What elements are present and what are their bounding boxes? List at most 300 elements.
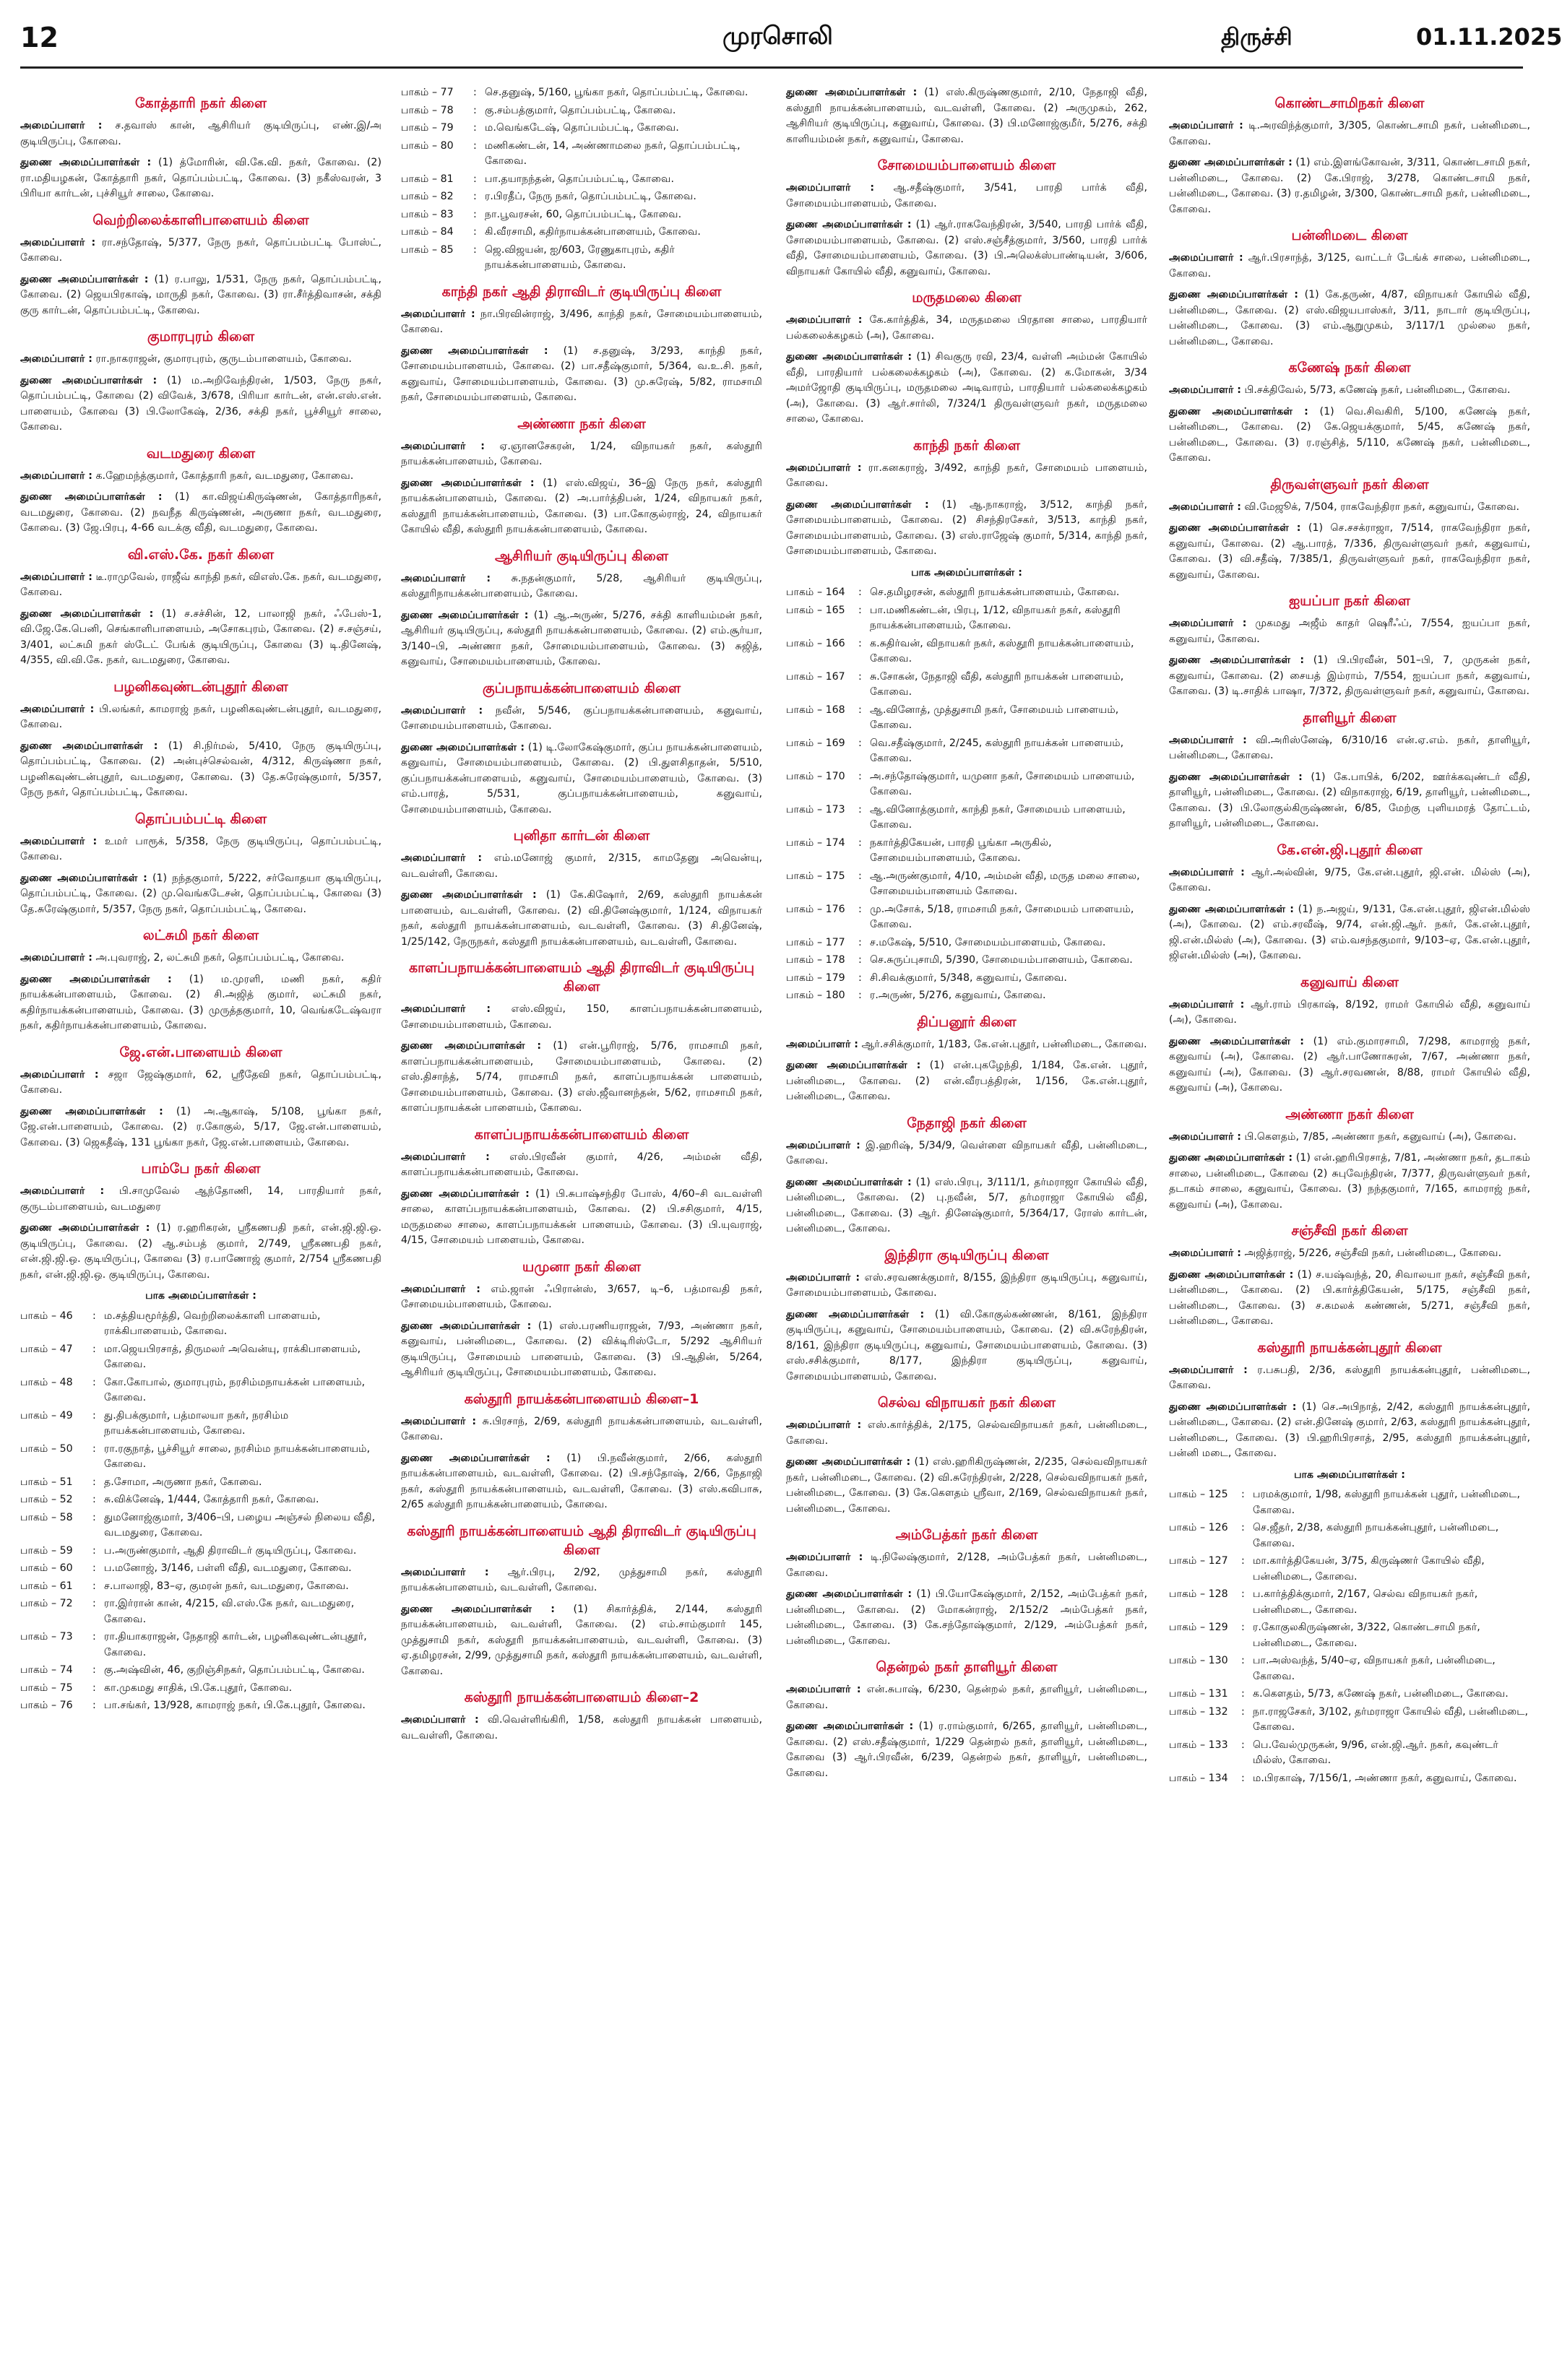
separator: :: [92, 1682, 96, 1694]
role-label: துணை அமைப்பாளர்கள் :: [401, 741, 525, 753]
edition-name: திருச்சி: [1221, 23, 1293, 51]
member-entry: துணை அமைப்பாளர்கள் : (1) எஸ்.கிருஷ்ணகுமார், 2/10, நேதாஜி வீதி, கஸ்தூரி நாயக்கன்பாளையம், வடவள்ளி, கோவை. (2) அருமுகம், 262, ஆசிரியர் குடியிருப்பு, கனுவாய், கோவை. (3) பி.மனோஜ்குமீர், 5/276, சக்தி காளியம்மன் நகர், கனுவாய், கோவை.: [786, 87, 1148, 145]
list-item: [786, 953, 1147, 969]
separator: :: [473, 173, 477, 185]
member-entry: துணை அமைப்பாளர்கள் : (1) எஸ்.ஹரிகிருஷ்ணன், 2/235, செல்வவிநாயகர் நகர், பன்னிமடை, கோவை. (2) வி.சுரேந்திரன், 2/228, செல்வவிநாயகர் நகர், பன்னிமடை, கோவை. (3) கே.கௌதம் ஸ்ரீவா, 2/169, செல்வவிநாயகர் நகர், பன்னிமடை, கோவை.: [786, 1456, 1148, 1515]
list-item: [401, 172, 762, 188]
list-item: [401, 189, 762, 205]
organiser-details: மா.கார்த்திகேயன், 3/75, கிருஷ்ணர் கோயில் வீதி, பன்னிமடை, கோவை.: [1253, 1555, 1485, 1583]
organiser-details: க.கௌதம், 5/73, கணேஷ் நகர், பன்னிமடை, கோவை.: [1253, 1688, 1509, 1700]
part-number: பாகம் – 129: [1169, 1622, 1228, 1633]
role-label: துணை அமைப்பாளர்கள் :: [786, 1176, 912, 1188]
section-subheading: பாக அமைப்பாளர்கள் :: [145, 1290, 256, 1302]
branch-heading: அண்ணா நகர் கிளை: [517, 415, 646, 432]
role-label: துணை அமைப்பாளர்கள் :: [1169, 654, 1304, 666]
organiser-details: பா.மணிகண்டன், பிரபு, 1/12, விநாயகர் நகர், கஸ்தூரி நாயக்கன்பாளையம், கோவை.: [870, 604, 1121, 631]
separator: :: [858, 637, 862, 649]
member-entry: அமைப்பாளர் : முகமது அஜீம் காதர் ஷெரீஃப், 7/554, ஐயப்பா நகர், கனுவாய், கோவை.: [1169, 618, 1530, 645]
role-label: அமைப்பாளர் :: [1169, 734, 1247, 746]
part-number: பாகம் – 50: [20, 1442, 73, 1455]
organiser-details: ஜெ.விஜயன், ஐ/603, ரேணுகாபுரம், கதிர் நாயக்கன்பாளையம், கோவை.: [485, 243, 675, 271]
separator: :: [1241, 1489, 1245, 1500]
member-entry: அமைப்பாளர் : உமர் பாரூக், 5/358, நேரு குடியிருப்பு, தொப்பம்பட்டி, கோவை.: [20, 835, 381, 862]
separator: :: [473, 139, 477, 152]
role-label: அமைப்பாளர் :: [401, 1415, 477, 1427]
part-number: பாகம் – 134: [1169, 1772, 1228, 1784]
branch-heading: ஐயப்பா நகர் கிளை: [1289, 593, 1410, 609]
organiser-details: செ.தனுஷ், 5/160, பூங்கா நகர், தொப்பம்பட்டி, கோவை.: [485, 87, 748, 98]
role-label: துணை அமைப்பாளர்கள் :: [401, 345, 548, 357]
member-entry: அமைப்பாளர் : என்.சுபாஷ், 6/230, தென்றல் நகர், தாளியூர், பன்னிமடை, கோவை.: [786, 1684, 1147, 1711]
organiser-details: ரா.ரகுநாத், பூச்சியூர் சாலை, நரசிம்ம நாயக்கன்பாளையம், கோவை.: [104, 1442, 371, 1470]
member-entry: அமைப்பாளர் : ஆ.சதீஷ்குமார், 3/541, பாரதி பார்க் வீதி, சோமையம்பாளையம், கோவை.: [786, 182, 1147, 209]
organiser-details: வெ.சதீஷ்குமார், 2/245, கஸ்தூரி நாயக்கன் பாளையம், கோவை.: [870, 737, 1124, 764]
branch-heading: அண்ணா நகர் கிளை: [1285, 1106, 1414, 1122]
list-item: [401, 139, 762, 170]
role-label: அமைப்பாளர் :: [786, 1419, 862, 1431]
organiser-details: துமனோஜ்குமார், 3/406–பி, பழைய அஞ்சல் நிலைய வீதி, வடமதுரை, கோவை.: [104, 1511, 376, 1539]
organiser-details: நா.ராஜசேகர், 3/102, தர்மராஜா கோயில் வீதி, பன்னிமடை, கோவை.: [1253, 1705, 1529, 1733]
separator: :: [1241, 1622, 1245, 1633]
part-number: பாகம் – 173: [786, 803, 845, 815]
role-label: அமைப்பாளர் :: [786, 1552, 863, 1563]
member-entry: அமைப்பாளர் : சஜா ஜேஷ்குமார், 62, ஸ்ரீதேவி நகர், தொப்பம்பட்டி, கோவை.: [20, 1068, 381, 1096]
part-number: பாகம் – 168: [786, 704, 845, 716]
member-entry: துணை அமைப்பாளர்கள் : (1) எஸ்.பிரபு, 3/111/1, தர்மராஜா கோயில் வீதி, பன்னிமடை, கோவை. (2) பு.நவீன், 5/7, தர்மராஜா கோயில் வீதி, பன்னிமடை, கோவை. (3) ஆர். தினேஷ்குமார், 5/364/17, ரோஸ் கார்டன், பன்னிமடை, கோவை.: [786, 1176, 1147, 1234]
member-entry: துணை அமைப்பாளர்கள் : (1) என்.பூரிராஜ், 5/76, ராமசாமி நகர், காளப்பநாயக்கன்பாளையம், சோமையம்பாளையம், கோவை. (2) எஸ்.திசாந்த், 5/74, ராமசாமி நகர், காளப்பநாயக்கன் பாளையம், சோமையம்பாளையம், கோவை. (3) எஸ்.ஜீவானந்தன், 5/62, ராமசாமி நகர், காளப்பநாயக்கன் பாளையம், கோவை.: [401, 1040, 762, 1114]
list-item: [786, 603, 1147, 634]
organiser-details: கு.சம்பத்குமார், தொப்பம்பட்டி, கோவை.: [485, 104, 676, 116]
organiser-details: ரா.இர்ரான் கான், 4/215, வி.எஸ்.கே நகர், வடமதுரை, கோவை.: [104, 1598, 355, 1625]
part-organisers-list: [1169, 1487, 1530, 1786]
separator: :: [858, 803, 862, 815]
part-number: பாகம் – 176: [786, 903, 845, 915]
organiser-details: ம.வெங்கடேஷ், தொப்பம்பட்டி, கோவை.: [485, 122, 679, 134]
organiser-details: நா.பூவரசன், 60, தொப்பம்பட்டி, கோவை.: [485, 208, 682, 220]
part-number: பாகம் – 59: [20, 1544, 73, 1557]
organiser-details: கி.வீரசாமி, கதிர்நாயக்கன்பாளையம், கோவை.: [485, 226, 701, 238]
member-entry: அமைப்பாளர் : சு.பிரசாந், 2/69, கஸ்தூரி நாயக்கன்பாளையம், வடவள்ளி, கோவை.: [401, 1415, 762, 1442]
role-label: துணை அமைப்பாளர்கள் :: [401, 609, 529, 621]
role-label: அமைப்பாளர் :: [1169, 998, 1245, 1011]
list-item: [401, 207, 762, 223]
masthead-rule: [20, 66, 1523, 69]
branch-heading: நேதாஜி நகர் கிளை: [907, 1115, 1027, 1131]
column-2: [401, 85, 762, 2360]
separator: :: [858, 954, 862, 966]
part-number: பாகம் – 60: [20, 1562, 73, 1574]
list-item: [786, 736, 1147, 767]
separator: :: [92, 1511, 96, 1523]
list-item: [786, 769, 1147, 800]
member-entry: துணை அமைப்பாளர்கள் : (1) ச.சச்சின், 12, பாலாஜி நகர், ஃபேஸ்-1, வி.ஜே.கே.பெனி, செங்காளிபாளையம், அசோகபுரம், கோவை. (2) ச.சஞ்சய், 3/401, லட்சுமி நகர் ஸ்டேட் பேங்க் குடியிருப்பு, கோவை (3) டி.தினேஷ், 4/355, வி.வி.கே. நகர், வடமதுரை, கோவை.: [20, 607, 381, 666]
role-label: துணை அமைப்பாளர்கள் :: [20, 273, 149, 285]
member-entry: அமைப்பாளர் : நா.பிரவின்ராஜ், 3/496, காந்தி நகர், சோமையம்பாளையம், கோவை.: [401, 308, 763, 335]
branch-heading: ஆசிரியர் குடியிருப்பு கிளை: [494, 548, 668, 564]
separator: :: [473, 104, 477, 116]
member-entry: அமைப்பாளர் : ரா.கனகராஜ், 3/492, காந்தி நகர், சோமையம் பாளையம், கோவை.: [786, 462, 1147, 489]
member-entry: அமைப்பாளர் : வி.வெள்ளிங்கிரி, 1/58, கஸ்தூரி நாயக்கன் பாளையம், வடவள்ளி, கோவை.: [401, 1714, 762, 1741]
separator: :: [92, 1310, 96, 1322]
member-entry: அமைப்பாளர் : க.ஹேமந்த்குமார், கோத்தாரி நகர், வடமதுரை, கோவை.: [20, 469, 354, 482]
role-label: துணை அமைப்பாளர்கள் :: [1169, 903, 1294, 915]
member-entry: துணை அமைப்பாளர்கள் : (1) ர.ராம்குமார், 6/265, தாளியூர், பன்னிமடை, கோவை. (2) எஸ்.சதீஷ்குமார், 1/229 தென்றல் நகர், தாளியூர், பன்னிமடை, கோவை (3) ஆர்.பிரவீன், 6/239, தென்றல் நகர், தாளியூர், பன்னிமடை, கோவை.: [786, 1721, 1148, 1779]
part-number: பாகம் – 165: [786, 604, 845, 616]
role-label: துணை அமைப்பாளர்கள் :: [1169, 1152, 1293, 1164]
section-subheading: பாக அமைப்பாளர்கள் :: [911, 566, 1022, 579]
organiser-details: க.சுதிர்வன், விநாயகர் நகர், கஸ்தூரி நாயக்கன்பாளையம், கோவை.: [870, 637, 1134, 665]
role-label: துணை அமைப்பாளர்கள் :: [20, 374, 158, 386]
role-label: துணை அமைப்பாளர்கள் :: [401, 477, 535, 489]
member-entry: துணை அமைப்பாளர்கள் : (1) ந.அஜய், 9/131, கே.என்.புதூர், ஜிஎன்.மில்ஸ் (அ), கோவை. (2) எம்.சரவீஷ், 9/74, என்.ஜி.ஆர். நகர், கே.என்.புதூர், ஜி.என்.மில்ஸ் (அ), கோவை. (3) எம்.வசந்தகுமார், 9/103–ஏ, கே.என்.புதூர், ஜிஎன்.மில்ஸ் (அ), கோவை.: [1169, 903, 1530, 961]
list-item: [20, 1561, 381, 1577]
list-item: [1169, 1554, 1530, 1585]
role-label: அமைப்பாளர் :: [20, 236, 96, 248]
part-number: பாகம் – 128: [1169, 1588, 1228, 1600]
branch-heading: கஸ்தூரி நாயக்கன்பாளையம் கிளை–1: [464, 1390, 699, 1407]
role-label: அமைப்பாளர் :: [1169, 501, 1241, 513]
separator: :: [858, 737, 862, 749]
separator: :: [92, 1544, 96, 1557]
role-label: துணை அமைப்பாளர்கள் :: [1169, 1401, 1297, 1413]
member-entry: துணை அமைப்பாளர்கள் : (1) எம்.குமாரசாமி, 7/298, காமராஜ் நகர், கனுவாய் (அ), கோவை. (2) ஆர்.பாணோசுரன், 7/67, அண்ணா நகர், கனுவாய் (அ), கோவை. (3) ஆர்.சரவணன், 8/88, ராமர் கோயில் வீதி, கனுவாய் (அ), கோவை.: [1169, 1035, 1531, 1094]
separator: :: [858, 903, 862, 915]
list-item: [20, 1510, 381, 1541]
organiser-details: ஆ.வினோத்குமார், காந்தி நகர், சோமையம் பாளையம், கோவை.: [870, 803, 1126, 831]
branch-heading: கஸ்தூரி நாயக்கன்பாளையம் கிளை–2: [464, 1689, 699, 1705]
organiser-details: கா.முகமது சாதிக், பி.கே.புதூர், கோவை.: [104, 1682, 293, 1694]
part-number: பாகம் – 130: [1169, 1655, 1228, 1666]
part-number: பாகம் – 84: [401, 226, 454, 238]
member-entry: துணை அமைப்பாளர்கள் : (1) பி.பிரவீன், 501–பி, 7, முருகன் நகர், கனுவாய், கோவை. (2) சையத் இம்ராம், 7/554, ஐயப்பா நகர், கனுவாய், கோவை. (3) டி.சாதிக் பாஷா, 7/372, திருவள்ளுவர் நகர், கனுவாய், கோவை.: [1169, 654, 1531, 697]
separator: :: [1241, 1522, 1245, 1533]
role-label: அமைப்பாளர் :: [1169, 1364, 1248, 1376]
part-number: பாகம் – 80: [401, 139, 454, 152]
part-number: பாகம் – 48: [20, 1376, 73, 1388]
separator: :: [1241, 1705, 1245, 1718]
organiser-details: மணிகண்டன், 14, அண்ணாமலை நகர், தொப்பம்பட்டி, கோவை.: [485, 139, 741, 167]
section-subheading: பாக அமைப்பாளர்கள் :: [1294, 1468, 1405, 1481]
part-number: பாகம் – 73: [20, 1631, 73, 1643]
part-number: பாகம் – 58: [20, 1511, 73, 1523]
role-label: அமைப்பாளர் :: [1169, 252, 1243, 264]
member-entry: துணை அமைப்பாளர்கள் : (1) நந்தகுமார், 5/222, சர்வோதயா குடியிருப்பு, தொப்பம்பட்டி, கோவை. (2) மு.வெங்கடேசன், தொப்பம்பட்டி, கோவை (3) தே.சுரேஷ்குமார், 5/357, நேரு நகர், தொப்பம்பட்டி, கோவை.: [20, 872, 381, 915]
list-item: [401, 225, 762, 241]
part-number: பாகம் – 76: [20, 1700, 73, 1711]
organiser-details: ப.கார்த்திக்குமார், 2/167, செல்வ விநாயகர் நகர், பன்னிமடை, கோவை.: [1253, 1588, 1478, 1616]
separator: :: [92, 1664, 96, 1676]
branch-heading: கே.என்.ஜி.புதூர் கிளை: [1277, 841, 1423, 858]
member-entry: அமைப்பாளர் : டீ.ராமுவேல், ராஜீவ் காந்தி நகர், விஎஸ்.கே. நகர், வடமதுரை, கோவை.: [20, 571, 381, 598]
role-label: துணை அமைப்பாளர்கள் :: [401, 1320, 532, 1332]
branch-heading: குப்பநாயக்கன்பாளையம் கிளை: [482, 680, 681, 696]
member-entry: துணை அமைப்பாளர்கள் : (1) செ.அபிநாத், 2/42, கஸ்தூரி நாயக்கன்புதூர், பன்னிமடை, கோவை. (2) என்.தினேஷ் குமார், 2/63, கஸ்தூரி நாயக்கன்புதூர், பன்னிமடை, கோவை. (3) பி.ஹரிபிரசாத், 2/95, கஸ்தூரி நாயக்கன்புதூர், பன்னி மடை, கோவை.: [1169, 1401, 1531, 1459]
masthead: [0, 0, 1562, 87]
part-number: பாகம் – 174: [786, 836, 845, 849]
separator: :: [1241, 1655, 1245, 1666]
member-entry: அமைப்பாளர் : எஸ்.விஜய், 150, காளப்பநாயக்கன்பாளையம், சோமையம்பாளையம், கோவை.: [401, 1003, 763, 1031]
list-item: [20, 1698, 381, 1714]
article-columns: [20, 85, 1531, 2360]
separator: :: [858, 870, 862, 882]
part-organisers-list: [786, 585, 1147, 1004]
member-entry: துணை அமைப்பாளர்கள் : (1) ர.பாலு, 1/531, நேரு நகர், தொப்பம்பட்டி, கோவை. (2) ஜெயபிரகாஷ், மாருதி நகர், கோவை. (3) ரா.சீர்த்திவாசன், சக்தி குரு கார்டன், தொப்பம்பட்டி, கோவை.: [20, 273, 382, 316]
list-item: [20, 1630, 381, 1661]
list-item: [20, 1681, 381, 1697]
list-item: [20, 1442, 381, 1473]
organiser-details: மு.அசோக், 5/18, ராமசாமி நகர், சோமையம் பாளையம், கோவை.: [870, 903, 1134, 930]
part-number: பாகம் – 52: [20, 1494, 73, 1505]
role-label: அமைப்பாளர் :: [401, 572, 491, 584]
organiser-details: கோ.கோபால், குமாரபுரம், நரசிம்மநாயக்கன் பாளையம், கோவை.: [104, 1376, 366, 1403]
branch-heading: சோமையம்பாளையம் கிளை: [877, 157, 1056, 173]
list-item: [20, 1342, 381, 1373]
role-label: அமைப்பாளர் :: [20, 120, 103, 131]
member-entry: துணை அமைப்பாளர்கள் : (1) அ.ஆகாஷ், 5/108, பூங்கா நகர், ஜே.என்.பாளையம், கோவை. (2) ர.கோகுல், 5/17, ஜே.என்.பாளையம், கோவை. (3) ஜெகதீஷ், 131 பூங்கா நகர், ஜே.என்.பாளையம், கோவை.: [20, 1105, 382, 1148]
part-number: பாகம் – 132: [1169, 1705, 1228, 1718]
role-label: துணை அமைப்பாளர்கள் :: [786, 1060, 921, 1071]
separator: :: [473, 226, 477, 238]
organiser-details: பரமக்குமார், 1/98, கஸ்தூரி நாயக்கன் புதூர், பன்னிமடை, கோவை.: [1253, 1489, 1520, 1516]
part-number: பாகம் – 177: [786, 936, 845, 948]
member-entry: அமைப்பாளர் : ஆர்.பிரபு, 2/92, முத்துசாமி நகர், கஸ்தூரி நாயக்கன்பாளையம், வடவள்ளி, கோவை.: [401, 1566, 763, 1593]
role-label: அமைப்பாளர் :: [20, 703, 95, 715]
role-label: அமைப்பாளர் :: [1169, 866, 1245, 878]
branch-heading: காளப்பநாயக்கன்பாளையம் ஆதி திராவிடர் குடியிருப்பு கிளை: [408, 960, 755, 995]
role-label: அமைப்பாளர் :: [1169, 1130, 1241, 1143]
branch-heading: லட்சுமி நகர் கிளை: [142, 927, 259, 943]
part-number: பாகம் – 164: [786, 587, 845, 598]
organiser-details: மா.ஜெயபிரசாத், திருமலர் அவென்யு, ராக்கிபாளையம், கோவை.: [104, 1343, 361, 1370]
separator: :: [473, 87, 477, 98]
member-entry: அமைப்பாளர் : வி.அரிஸ்னேஷ், 6/310/16 என்.ஏ.எம். நகர், தாளியூர், பன்னிமடை, கோவை.: [1169, 734, 1530, 761]
separator: :: [92, 1598, 96, 1609]
member-entry: துணை அமைப்பாளர்கள் : (1) என்.புகழேந்தி, 1/184, கே.என். புதூர், பன்னிமடை, கோவை. (2) என்.வீரபத்திரன், 1/156, கே.என்.புதூர், பன்னிமடை, கோவை.: [786, 1060, 1147, 1102]
member-entry: துணை அமைப்பாளர்கள் : (1) ர.ஹரிகரன், ஸ்ரீகணபதி நகர், என்.ஜி.ஜி.ஒ. குடியிருப்பு, கோவை. (2) ஆ.சம்பத் குமார், 2/749, ஸ்ரீகணபதி நகர், என்.ஜி.ஜி.ஒ. குடியிருப்பு, கோவை (3) ர.பாணோஜ் குமார், 2/754 ஸ்ரீகணபதி நகர், என்.ஜி.ஜி.ஒ. குடியிருப்பு, கோவை.: [20, 1222, 381, 1281]
list-item: [786, 836, 1147, 867]
list-item: [20, 1492, 381, 1508]
branch-heading: ஜே.என்.பாளையம் கிளை: [119, 1044, 282, 1060]
part-number: பாகம் – 81: [401, 173, 454, 185]
member-entry: அமைப்பாளர் : அஜித்ராஜ், 5/226, சஞ்சீவி நகர், பன்னிமடை, கோவை.: [1169, 1247, 1502, 1259]
member-entry: துணை அமைப்பாளர்கள் : (1) பி.நவீன்குமார், 2/66, கஸ்தூரி நாயக்கன்பாளையம், வடவள்ளி, கோவை. (2) பி.சந்தோஷ், 2/66, நேதாஜி நகர், கஸ்தூரி நாயக்கன்பாளையம், வடவள்ளி, கோவை. (3) எஸ்.கவிபாசு, 2/65 கஸ்தூரி நாயக்கன்பாளையம், கோவை.: [401, 1452, 762, 1510]
organiser-details: ஆ.அருண்குமார், 4/10, அம்மன் வீதி, மருத மலை சாலை, சோமையம்பாளையம் கோவை.: [870, 870, 1140, 897]
column-3: [786, 85, 1147, 2360]
list-item: [1169, 1705, 1530, 1736]
separator: :: [473, 122, 477, 134]
member-entry: அமைப்பாளர் : வி.மேஜூக், 7/504, ராகவேந்திரா நகர், கனுவாய், கோவை.: [1169, 501, 1520, 513]
part-number: பாகம் – 75: [20, 1682, 73, 1694]
organiser-details: பா.தயாநந்தன், தொப்பம்பட்டி, கோவை.: [485, 173, 674, 185]
organiser-details: ப.அருண்குமார், ஆதி திராவிடர் குடியிருப்பு, கோவை.: [104, 1544, 357, 1557]
branch-heading: செல்வ விநாயகர் நகர் கிளை: [877, 1395, 1056, 1411]
part-number: பாகம் – 61: [20, 1580, 73, 1592]
member-entry: துணை அமைப்பாளர்கள் : (1) சி.நிர்மல், 5/410, நேரு குடியிருப்பு, தொப்பம்பட்டி, கோவை. (2) அன்புச்செல்வன், 4/312, கிருஷ்ணா நகர், பழனிகவுண்டன்புதூர், வடமதுரை, கோவை. (3) தே.சுரேஷ்குமார், 5/357, நேரு நகர், தொப்பம்பட்டி, கோவை.: [20, 740, 381, 798]
organiser-details: து.திபக்குமார், பத்மாலயா நகர், நரசிம்ம நாயக்கன்பாளையம், கோவை.: [104, 1409, 289, 1437]
branch-heading: தென்றல் நகர் தாளியூர் கிளை: [876, 1659, 1058, 1675]
part-number: பாகம் – 72: [20, 1598, 73, 1609]
role-label: துணை அமைப்பாளர்கள் :: [1169, 1268, 1294, 1281]
organiser-details: ச.பாலாஜி, 83–ஏ, குமரன் நகர், வடமதுரை, கோவை.: [104, 1580, 349, 1592]
role-label: துணை அமைப்பாளர்கள் :: [1169, 157, 1293, 168]
part-number: பாகம் – 83: [401, 208, 454, 220]
member-entry: அமைப்பாளர் : எஸ்.பிரவீன் குமார், 4/26, அம்மன் வீதி, காளப்பநாயக்கன்பாளையம், கோவை.: [401, 1151, 762, 1178]
organiser-details: செ.சுருப்புசாமி, 5/390, சோமையம்பாளையம், கோவை.: [870, 954, 1133, 966]
member-entry: துணை அமைப்பாளர்கள் : (1) வி.கோகுல்கண்ணன், 8/161, இந்திரா குடியிருப்பு, கனுவாய், சோமையம்பாளையம், கோவை. (2) வி.சுரேந்திரன், 8/161, இந்திரா குடியிருப்பு, கனுவாய், சோமையம்பாளையம், கோவை. (3) எஸ்.சசிக்குமார், 8/177, இந்திரா குடியிருப்பு, கனுவாய், சோமையம்பாளையம், கோவை.: [786, 1308, 1148, 1382]
role-label: துணை அமைப்பாளர்கள் :: [20, 491, 163, 503]
list-item: [786, 802, 1147, 834]
page-number: 12: [20, 22, 59, 53]
part-number: பாகம் – 49: [20, 1409, 73, 1421]
role-label: துணை அமைப்பாளர்கள் :: [786, 1588, 912, 1600]
branch-heading: வி.எஸ்.கே. நகர் கிளை: [127, 546, 275, 563]
role-label: அமைப்பாளர் :: [401, 1714, 479, 1726]
organiser-details: ம.பிரகாஷ், 7/156/1, அண்ணா நகர், கனுவாய், கோவை.: [1253, 1772, 1517, 1784]
part-number: பாகம் – 78: [401, 104, 454, 116]
list-item: [1169, 1738, 1530, 1769]
issue-date: 01.11.2025: [1416, 23, 1562, 51]
role-label: துணை அமைப்பாளர்கள் :: [1169, 289, 1298, 300]
separator: :: [92, 1700, 96, 1711]
part-number: பாகம் – 82: [401, 191, 454, 202]
list-item: [786, 636, 1147, 667]
member-entry: துணை அமைப்பாளர்கள் : (1) ஆர்.ராகவேந்திரன், 3/540, பாரதி பார்க் வீதி, சோமையம்பாளையம், கோவை. (2) எஸ்.சஞ்சீத்குமார், 3/560, பாரதி பார்க் வீதி, சோமையம்பாளையம், கோவை. (3) பி.அலெக்ஸ்பாண்டியன், 3/606, விநாயகர் கோயில் வீதி, கனுவாய், கோவை.: [786, 219, 1147, 277]
branch-heading: யமுனா நகர் கிளை: [522, 1258, 641, 1275]
column-4: [1169, 85, 1530, 2360]
role-label: அமைப்பாளர் :: [401, 704, 483, 717]
separator: :: [858, 587, 862, 598]
role-label: அமைப்பாளர் :: [401, 1151, 490, 1163]
list-item: [20, 1544, 381, 1559]
organiser-details: சு.சோகன், நேதாஜி வீதி, கஸ்தூரி நாயக்கன் பாளையம், கோவை.: [870, 670, 1124, 698]
role-label: அமைப்பாளர் :: [20, 353, 92, 365]
separator: :: [858, 704, 862, 716]
member-entry: துணை அமைப்பாளர்கள் : (1) எம்.இளங்கோவன், 3/311, கொண்டசாமி நகர், பன்னிமடை, கோவை. (2) கே.பிராஜ், 3/278, கொண்டசாமி நகர், பன்னிமடை, கோவை. (3) ர.தமிழன், 3/300, கொண்டசாமி நகர், பன்னிமடை, கோவை.: [1169, 157, 1530, 215]
part-number: பாகம் – 133: [1169, 1739, 1228, 1751]
branch-heading: வெற்றிலைக்காளிபாளையம் கிளை: [92, 212, 309, 228]
member-entry: அமைப்பாளர் : அ.புவராஜ், 2, லட்சுமி நகர், தொப்பம்பட்டி, கோவை.: [20, 952, 345, 964]
organiser-details: ஆ.வினோத், முத்துசாமி நகர், சோமையம் பாளையம், கோவை.: [870, 704, 1119, 731]
organiser-details: ர.அருண், 5/276, கனுவாய், கோவை.: [870, 990, 1046, 1001]
part-number: பாகம் – 77: [401, 87, 454, 98]
part-number: பாகம் – 85: [401, 243, 454, 256]
role-label: அமைப்பாளர் :: [20, 835, 98, 847]
part-number: பாகம் – 180: [786, 990, 845, 1001]
role-label: அமைப்பாளர் :: [786, 314, 863, 326]
member-entry: அமைப்பாளர் : ச.தவாஸ் கான், ஆசிரியர் குடியிருப்பு, எண்.இ/அ குடியிருப்பு, கோவை.: [20, 120, 381, 147]
member-entry: அமைப்பாளர் : பி.சாமுவேல் ஆந்தோணி, 14, பாரதியார் நகர், குருடம்பாளையம், வடமதுரை: [20, 1185, 382, 1213]
list-item: [1169, 1653, 1530, 1684]
separator: :: [858, 836, 862, 849]
part-organisers-list: [20, 1309, 381, 1714]
role-label: துணை அமைப்பாளர்கள் :: [20, 973, 172, 985]
member-entry: துணை அமைப்பாளர்கள் : (1) கே.கிஷோர், 2/69, கஸ்தூரி நாயக்கன் பாளையம், வடவள்ளி, கோவை. (2) வி.தினேஷ்குமார், 1/124, விநாயகர் நகர், கஸ்தூரி நாயக்கன்பாளையம், வடவள்ளி, கோவை. (3) சி.தினேஷ், 1/25/142, நேருநகர், கஸ்தூரி நாயக்கன்பாளையம், வடவள்ளி, கோவை.: [401, 889, 763, 948]
role-label: துணை அமைப்பாளர்கள் :: [786, 351, 912, 363]
branch-heading: சஞ்சீவி நகர் கிளை: [1291, 1223, 1408, 1239]
branch-heading: தாளியூர் கிளை: [1303, 709, 1397, 726]
role-label: துணை அமைப்பாளர்கள் :: [786, 87, 918, 98]
part-number: பாகம் – 74: [20, 1664, 73, 1676]
organiser-details: பா.சங்கர், 13/928, காமராஜ் நகர், பி.கே.புதூர், கோவை.: [104, 1700, 366, 1711]
role-label: துணை அமைப்பாளர்கள் :: [20, 740, 158, 752]
member-entry: அமைப்பாளர் : டி.அரவிந்த்குமார், 3/305, கொண்டசாமி நகர், பன்னிமடை, கோவை.: [1169, 120, 1531, 147]
member-entry: துணை அமைப்பாளர்கள் : (1) டி.லோகேஷ்குமார், குப்ப நாயக்கன்பாளையம், கனுவாய், சோமையம்பாளையம், கோவை. (2) பி.துளசிதாதன், 5/510, குப்பநாயக்கன்பாளையம், கனுவாய், சோமையம்பாளையம், கோவை. (3) எம்.பாரத், 5/531, குப்பநாயக்கன்பாளையம், கனுவாய், சோமையம்பாளையம், கோவை.: [401, 741, 762, 815]
branch-heading: கஸ்தூரி நாயக்கன்புதூர் கிளை: [1257, 1339, 1442, 1356]
list-item: [786, 935, 1147, 951]
role-label: துணை அமைப்பாளர்கள் :: [786, 1308, 925, 1320]
role-label: துணை அமைப்பாளர்கள் :: [401, 1603, 555, 1615]
role-label: அமைப்பாளர் :: [20, 571, 92, 583]
member-entry: துணை அமைப்பாளர்கள் : (1) ச.தனுஷ், 3/293, காந்தி நகர், சோமையம்பாளையம், கோவை. (2) பா.சதீஷ்குமார், 5/364, வ.உ.சி. நகர், கனுவாய், சோமையம்பாளையம், கோவை. (3) மு.சுரேஷ், 5/82, ராமசாமி நகர், சோமையம்பாளையம், கோவை.: [401, 345, 763, 403]
list-item: [1169, 1771, 1530, 1787]
part-number: பாகம் – 47: [20, 1343, 73, 1355]
branch-heading: கோத்தாரி நகர் கிளை: [134, 95, 267, 111]
member-entry: துணை அமைப்பாளர்கள் : (1) என்.ஹரிபிரசாத், 7/81, அண்ணா நகர், தடாகம் சாலை, பன்னிமடை, கோவை (2) சுபுவேந்திரன், 7/377, திருவள்ளுவர் நகர், தடாகம் சாலை, கனுவாய், கோவை. (3) நந்தகுமார், 7/165, காமராஜ் நகர், கனுவாய் (அ), கோவை.: [1169, 1152, 1530, 1211]
list-item: [1169, 1587, 1530, 1618]
role-label: அமைப்பாளர் :: [401, 852, 483, 864]
part-number: பாகம் – 179: [786, 972, 845, 984]
list-item: [20, 1475, 381, 1491]
branch-heading: திருவள்ளுவர் நகர் கிளை: [1270, 476, 1429, 493]
branch-heading: இந்திரா குடியிருப்பு கிளை: [884, 1247, 1049, 1263]
branch-heading: கொண்டசாமிநகர் கிளை: [1274, 95, 1425, 111]
organiser-details: பா.அஸ்வந்த், 5/40–ஏ, விநாயகர் நகர், பன்னிமடை, கோவை.: [1253, 1655, 1496, 1682]
organiser-details: ர.பிரதீப், நேரு நகர், தொப்பம்பட்டி, கோவை.: [485, 191, 696, 202]
role-label: துணை அமைப்பாளர்கள் :: [20, 157, 152, 168]
separator: :: [473, 191, 477, 202]
role-label: அமைப்பாளர் :: [786, 182, 875, 194]
part-number: பாகம் – 51: [20, 1476, 73, 1488]
list-item: [786, 869, 1147, 900]
member-entry: அமைப்பாளர் : சு.நதன்குமார், 5/28, ஆசிரியர் குடியிருப்பு, கஸ்தூரிநாயக்கன்பாளையம், கோவை.: [401, 572, 762, 600]
separator: :: [858, 936, 862, 948]
list-item: [20, 1663, 381, 1679]
member-entry: துணை அமைப்பாளர்கள் : (1) ச.யஷ்வந்த், 20, சிவாலயா நகர், சஞ்சீவி நகர், பன்னிமடை, கோவை. (2) பி.கார்த்திகேயன், 5/175, சஞ்சீவி நகர், பன்னிமடை, கோவை. (3) ச.கமலக் கண்ணன், 5/271, சஞ்சீவி நகர், பன்னிமடை, கோவை.: [1169, 1268, 1531, 1327]
separator: :: [92, 1476, 96, 1488]
member-entry: துணை அமைப்பாளர்கள் : (1) கே.தருண், 4/87, விநாயகர் கோயில் வீதி, பன்னிமடை, கோவை. (2) எஸ்.விஜயபாஸ்கர், 3/11, நாடார் குடியிருப்பு, பன்னிமடை, கோவை. (3) எம்.ஆறுமுகம், 3/117/1 முல்லை நகர், பன்னிமடை, கோவை.: [1169, 289, 1530, 347]
list-item: [786, 670, 1147, 701]
member-entry: அமைப்பாளர் : ஆர்.அல்வின், 9/75, கே.என்.புதூர், ஜி.என். மில்ஸ் (அ), கோவை.: [1169, 866, 1530, 893]
part-organisers-list: [401, 85, 762, 274]
separator: :: [92, 1409, 96, 1421]
member-entry: அமைப்பாளர் : நவீன், 5/546, குப்பநாயக்கன்பாளையம், கனுவாய், சோமையம்பாளையம், கோவை.: [401, 704, 762, 732]
list-item: [20, 1408, 381, 1440]
organiser-details: ம.சத்தியமூர்த்தி, வெற்றிலைக்காளி பாளையம், ராக்கிபாளையம், கோவை.: [104, 1310, 321, 1337]
branch-heading: பாம்பே நகர் கிளை: [141, 1161, 261, 1177]
part-number: பாகம் – 79: [401, 122, 454, 134]
member-entry: துணை அமைப்பாளர்கள் : (1) ஆ.நாகராஜ், 3/512, காந்தி நகர், சோமையம்பாளையம், கோவை. (2) சிசந்திரசேகர், 3/513, காந்தி நகர், சோமையம்பாளையம், கோவை. (3) எஸ்.ராஜேஷ் குமார், 5/314, காந்தி நகர், சோமையம்பாளையம், கோவை.: [786, 498, 1148, 557]
member-entry: துணை அமைப்பாளர்கள் : (1) வெ.சிவகிரி, 5/100, கணேஷ் நகர், பன்னிமடை, கோவை. (2) கே.ஜெயக்குமார், 5/45, கணேஷ் நகர், பன்னிமடை, கோவை. (3) ர.ரஞ்சித், 5/110, கணேஷ் நகர், பன்னிமடை, கோவை.: [1169, 405, 1531, 464]
separator: :: [92, 1343, 96, 1355]
separator: :: [1241, 1688, 1245, 1700]
member-entry: அமைப்பாளர் : எம்.மனோஜ் குமார், 2/315, காமதேனு அவென்யு, வடவள்ளி, கோவை.: [401, 852, 762, 880]
organiser-details: த.சோமா, அருணா நகர், கோவை.: [104, 1476, 262, 1488]
separator: :: [1241, 1739, 1245, 1751]
part-number: பாகம் – 127: [1169, 1555, 1228, 1567]
role-label: துணை அமைப்பாளர்கள் :: [401, 1187, 530, 1200]
list-item: [1169, 1687, 1530, 1702]
member-entry: அமைப்பாளர் : ஆர்.ராம் பிரகாஷ், 8/192, ராமர் கோயில் வீதி, கனுவாய் (அ), கோவை.: [1169, 998, 1530, 1026]
role-label: துணை அமைப்பாளர்கள் :: [1169, 771, 1303, 783]
newspaper-name: முரசொலி: [722, 22, 833, 51]
list-item: [1169, 1620, 1530, 1651]
organiser-details: நகார்த்திகேயன், பாரதி பூங்கா அருகில், சோமையம்பாளையம், கோவை.: [870, 836, 1052, 864]
role-label: அமைப்பாளர் :: [401, 440, 485, 452]
role-label: துணை அமைப்பாளர்கள் :: [20, 607, 154, 620]
part-number: பாகம் – 125: [1169, 1489, 1228, 1500]
role-label: அமைப்பாளர் :: [786, 1684, 861, 1695]
role-label: துணை அமைப்பாளர்கள் :: [786, 1456, 911, 1468]
